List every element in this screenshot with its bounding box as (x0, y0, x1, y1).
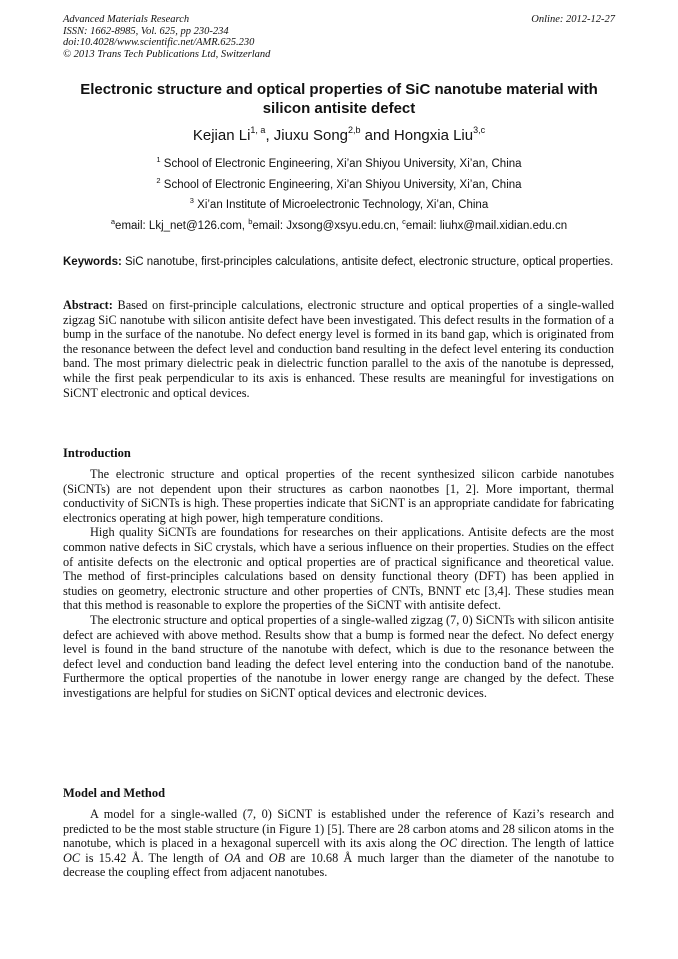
abstract-label: Abstract: (63, 298, 113, 312)
model-body (63, 807, 614, 880)
author-name: Hongxia Liu (393, 127, 474, 144)
abstract (63, 298, 614, 400)
email-text: email: Lkj_net@126.com, (115, 220, 249, 232)
text-run: direction. The length of lattice (456, 836, 614, 851)
symbol-oc: OC (439, 836, 457, 851)
affiliation-sup: 2 (156, 176, 161, 185)
affiliation-1 (0, 157, 678, 171)
affiliation-3 (0, 198, 678, 212)
email-line (0, 219, 678, 233)
affiliation-2 (0, 178, 678, 192)
author-sup: 2,b (348, 125, 361, 135)
author-sup: 3,c (473, 125, 486, 135)
author-sup: 1, a (250, 125, 266, 135)
email-sup: b (248, 217, 253, 226)
issn-line: ISSN: 1662-8985, Vol. 625, pp 230-234 (63, 25, 229, 37)
email-sup: c (402, 217, 406, 226)
keywords (63, 255, 614, 270)
affiliation-text: Xi’an Institute of Microelectronic Technology, Xi’an, China (197, 199, 489, 211)
email-text: email: liuhx@mail.xidian.edu.cn (405, 220, 568, 232)
paper-title: Electronic structure and optical properties of SiC nanotube material with silicon antisite defect (80, 81, 598, 117)
affiliation-sup: 1 (156, 155, 161, 164)
text-run: and (240, 850, 269, 865)
author-name: Kejian Li (192, 127, 251, 144)
online-date: Online: 2012-12-27 (531, 14, 615, 25)
abstract-text: Based on first-principle calculations, electronic structure and optical properties of a single-walled zigzag SiC nanotube with silicon antisite defect have been investigated. This defect results in the formation of a bump in the surface of the nanotube. No defect energy level is formed in its band gap, which is originated from the resonance between the defect level and conduction band resulting in the defect level entering its conduction band. The most primary dielectric peak in dielectric function parallel to the axis of the nanotube is depressed, while the first peak perpendicular to its axis is enhanced. These results are meaningful for investigations on SiCNT electronic and optical devices. (63, 298, 614, 400)
author-separator: , (265, 127, 274, 144)
doi-line: doi:10.4028/www.scientific.net/AMR.625.230 (63, 37, 255, 48)
model-heading: Model and Method (63, 786, 166, 800)
author-name: Jiuxu Song (273, 127, 348, 144)
affiliation-text: School of Electronic Engineering, Xi’an Shiyou University, Xi’an, China (163, 158, 522, 170)
symbol-oa: OA (224, 850, 241, 865)
text-run: is 15.42 Å. The length of (80, 850, 225, 865)
symbol-ob: OB (268, 850, 286, 865)
copyright-line: © 2013 Trans Tech Publications Ltd, Switzerland (63, 48, 271, 60)
symbol-oc: OC (63, 850, 81, 865)
keywords-label: Keywords: (63, 256, 122, 268)
email-text: email: Jxsong@xsyu.edu.cn, (252, 220, 403, 232)
journal-header (63, 14, 615, 60)
author-separator: and (360, 127, 394, 144)
introduction-body (63, 467, 614, 701)
affiliation-text: School of Electronic Engineering, Xi’an Shiyou University, Xi’an, China (163, 179, 522, 191)
paragraph: The electronic structure and optical properties of the recent synthesized silicon carbide nanotubes (SiCNTs) are not dependent upon their structures as carbon naonotbes [1, 2]. More important, thermal conductivity of SiCNTs is high. These properties indicate that SiCNT is an appropriate candidate for fabricating electronics operating at high power, high temperature conditions. (63, 467, 614, 525)
paragraph: High quality SiCNTs are foundations for researches on their applications. Antisite defects are the most common native defects in SiC crystals, which have a serious influence on their properties. Studies on the effect of antisite defects on the electronic and optical properties are of practical significance and theoretical value. The method of first-principles calculations based on density functional theory (DFT) has been applied in studies on geometry, electronic structure and other properties of CNTs, BNNT etc [3,4]. These studies mean that this method is reasonable to explore the properties of the SiCNT with antisite defect. (63, 525, 614, 613)
text-run: A model for a single-walled (7, 0) SiCNT is established under the reference of Kazi’s research and predicted to be the most stable structure (in Figure 1) [5]. There are 28 carbon atoms and 28 silicon atoms in the nanotube, which is placed in a hexagonal supercell with its axis along the (63, 807, 614, 851)
email-sup: a (110, 217, 116, 226)
keywords-text: SiC nanotube, first-principles calculations, antisite defect, electronic structure, optical properties. (121, 256, 614, 268)
author-line (0, 126, 678, 146)
paragraph (63, 807, 614, 880)
paragraph: The electronic structure and optical properties of a single-walled zigzag (7, 0) SiCNTs with silicon antisite defect are achieved with above method. Results show that a bump is formed near the defect. No defect energy level is found in the band structure of the nanotube with defect, which is due to the resonance between the defect level and conduction band leading the defect level entering into the conduction band of the nanotube. Furthermore the optical properties of the nanotube in lower energy range are changed by the defect. These investigations are helpful for studies on SiCNT optical devices and electronic devices. (63, 612, 614, 700)
journal-name: Advanced Materials Research (63, 14, 190, 25)
affiliation-sup: 3 (189, 196, 194, 205)
introduction-heading: Introduction (63, 446, 131, 460)
text-run: are 10.68 Å much larger than the diameter of the nanotube to decrease the coupling effect from adjacent nanotubes. (63, 850, 614, 880)
